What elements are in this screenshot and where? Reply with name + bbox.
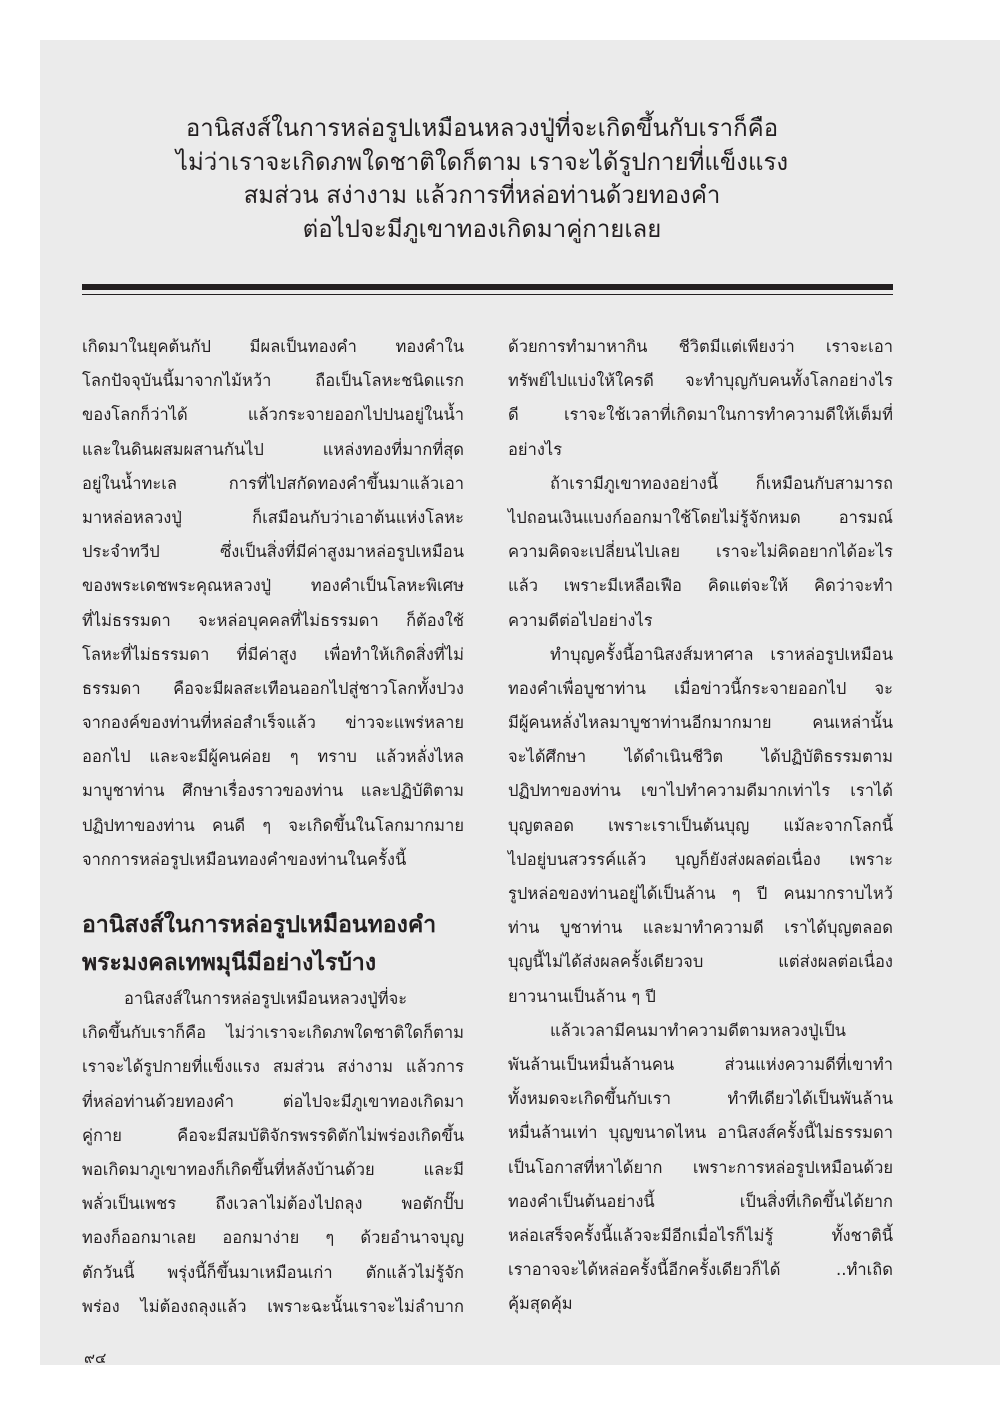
text-line: เราอาจจะได้หล่อครั้งนี้อีกครั้งเดียวก็ได้ ..ทำเถิด: [508, 1260, 893, 1280]
text-line: ธรรมดา คือจะมีผลสะเทือนออกไปสู่ชาวโลกทั้งปวง: [82, 678, 464, 698]
pull-quote-line: สมส่วน สง่างาม แล้วการที่หล่อท่านด้วยทองคำ: [243, 181, 721, 209]
left-column-after-heading: [82, 982, 464, 1324]
text-line: จากการหล่อรูปเหมือนทองคำของท่านในครั้งนี้: [82, 849, 407, 869]
text-line: เราจะได้รูปกายที่แข็งแรง สมส่วน สง่างาม แล้วการ: [82, 1057, 464, 1077]
right-column: [508, 330, 893, 1321]
text-line: อานิสงส์ในการหล่อรูปเหมือนหลวงปู่ที่จะ: [124, 989, 408, 1008]
text-line: ทรัพย์ไปแบ่งให้ใครดี จะทำบุญกับคนทั้งโลกอย่างไร: [508, 371, 893, 391]
section-heading-line: พระมงคลเทพมุนีมีอย่างไรบ้าง: [82, 950, 377, 976]
text-line: เกิดขึ้นกับเราก็คือ ไม่ว่าเราจะเกิดภพใดชาติใดก็ตาม: [82, 1023, 464, 1043]
text-line: พลั่วเป็นเพชร ถึงเวลาไม่ต้องไปถลุง พอตักปั๊บ: [82, 1194, 464, 1214]
text-line: ทองก็ออกมาเลย ออกมาง่าย ๆ ด้วยอำนาจบุญ: [82, 1228, 464, 1248]
text-line: ดี เราจะใช้เวลาที่เกิดมาในการทำความดีให้เต็มที่: [508, 405, 893, 425]
text-line: หมื่นล้านเท่า บุญขนาดไหน อานิสงส์ครั้งนี้ไม่ธรรมดา: [508, 1123, 893, 1143]
text-line: อยู่ในน้ำทะเล การที่ไปสกัดทองคำขึ้นมาแล้วเอา: [82, 473, 464, 493]
text-line: จะได้ศึกษา ได้ดำเนินชีวิต ได้ปฏิบัติธรรมตาม: [508, 747, 893, 767]
text-line: เป็นโอกาสที่หาได้ยาก เพราะการหล่อรูปเหมือนด้วย: [508, 1157, 893, 1177]
page-number: ๙๔: [84, 1349, 107, 1367]
text-line: ตักวันนี้ พรุ่งนี้ก็ขึ้นมาเหมือนเก่า ตักแล้วไม่รู้จัก: [82, 1262, 464, 1282]
text-line: ปฏิปทาของท่าน เขาไปทำความดีมากเท่าไร เราได้: [508, 781, 893, 801]
text-line: ด้วยการทำมาหากิน ชีวิตมีแต่เพียงว่า เราจะเอา: [508, 337, 893, 356]
text-line: โลหะที่ไม่ธรรมดา ที่มีค่าสูง เพื่อทำให้เกิดสิ่งที่ไม่: [82, 644, 464, 664]
text-line: พร่อง ไม่ต้องถลุงแล้ว เพราะฉะนั้นเราจะไม่ลำบาก: [82, 1296, 464, 1316]
left-column: [82, 330, 464, 877]
divider-thin: [82, 294, 893, 295]
text-line: ที่หล่อท่านด้วยทองคำ ต่อไปจะมีภูเขาทองเกิดมา: [82, 1091, 464, 1111]
text-line: มาหล่อหลวงปู่ ก็เสมือนกับว่าเอาต้นแห่งโลหะ: [82, 507, 464, 527]
pull-quote-line: ไม่ว่าเราจะเกิดภพใดชาติใดก็ตาม เราจะได้รูปกายที่แข็งแรง: [175, 147, 789, 176]
text-line: บุญนี้ไม่ได้ส่งผลครั้งเดียวจบ แต่ส่งผลต่อเนื่อง: [508, 952, 893, 972]
text-line: ทองคำเป็นต้นอย่างนี้ เป็นสิ่งที่เกิดขึ้นได้ยาก: [508, 1191, 893, 1211]
text-line: ไปถอนเงินแบงก์ออกมาใช้โดยไม่รู้จักหมด อารมณ์: [508, 507, 893, 527]
text-line: ถ้าเรามีภูเขาทองอย่างนี้ ก็เหมือนกับสามารถ: [550, 473, 893, 493]
pull-quote-line: อานิสงส์ในการหล่อรูปเหมือนหลวงปู่ที่จะเกิดขึ้นกับเราก็คือ: [185, 114, 779, 142]
text-line: ออกไป และจะมีผู้คนค่อย ๆ ทราบ แล้วหลั่งไหล: [82, 747, 464, 767]
pull-quote: [82, 112, 882, 246]
text-line: ยาวนานเป็นล้าน ๆ ปี: [508, 986, 656, 1006]
text-line: คุ้มสุดคุ้ม: [508, 1294, 573, 1314]
text-line: จากองค์ของท่านที่หล่อสำเร็จแล้ว ข่าวจะแพร่หลาย: [82, 713, 464, 733]
divider-thick: [82, 284, 893, 290]
text-line: ที่ไม่ธรรมดา จะหล่อบุคคลที่ไม่ธรรมดา ก็ต้องใช้: [82, 610, 464, 630]
text-line: บุญตลอด เพราะเราเป็นต้นบุญ แม้ละจากโลกนี้: [508, 815, 893, 835]
text-line: ความคิดจะเปลี่ยนไปเลย เราจะไม่คิดอยากได้อะไร: [508, 542, 893, 562]
text-line: ท่าน บูชาท่าน และมาทำความดี เราได้บุญตลอด: [508, 918, 893, 938]
text-line: แล้วเวลามีคนมาทำความดีตามหลวงปู่เป็น: [550, 1020, 846, 1040]
text-line: ปฏิปทาของท่าน คนดี ๆ จะเกิดขึ้นในโลกมากมาย: [82, 815, 464, 835]
text-line: พันล้านเป็นหมื่นล้านคน ส่วนแห่งความดีที่เขาทำ: [508, 1054, 893, 1074]
text-line: รูปหล่อของท่านอยู่ได้เป็นล้าน ๆ ปี คนมากราบไหว้: [508, 884, 893, 903]
pull-quote-line: ต่อไปจะมีภูเขาทองเกิดมาคู่กายเลย: [302, 214, 662, 243]
text-line: เกิดมาในยุคต้นกัป มีผลเป็นทองคำ ทองคำใน: [82, 337, 464, 356]
text-line: ของโลกก็ว่าได้ แล้วกระจายออกไปปนอยู่ในน้ำ: [82, 405, 464, 425]
text-line: หล่อเสร็จครั้งนี้แล้วจะมีอีกเมื่อไรก็ไม่รู้ ทั้งชาตินี้: [508, 1225, 893, 1245]
text-line: ทองคำเพื่อบูชาท่าน เมื่อข่าวนี้กระจายออกไป จะ: [508, 678, 893, 698]
text-line: พอเกิดมาภูเขาทองก็เกิดขึ้นที่หลังบ้านด้วย และมี: [82, 1159, 464, 1179]
text-line: ของพระเดชพระคุณหลวงปู่ ทองคำเป็นโลหะพิเศษ: [82, 576, 464, 596]
text-line: มีผู้คนหลั่งไหลมาบูชาท่านอีกมากมาย คนเหล่านั้น: [508, 713, 893, 733]
section-heading-line: อานิสงส์ในการหล่อรูปเหมือนทองคำ: [82, 912, 437, 938]
text-line: ทั้งหมดจะเกิดขึ้นกับเรา ทำทีเดียวได้เป็นพันล้าน: [508, 1089, 893, 1109]
text-line: โลกปัจจุบันนี้มาจากไม้หว้า ถือเป็นโลหะชนิดแรก: [82, 371, 464, 391]
text-line: ทำบุญครั้งนี้อานิสงส์มหาศาล เราหล่อรูปเหมือน: [550, 644, 893, 664]
text-line: มาบูชาท่าน ศึกษาเรื่องราวของท่าน และปฏิบัติตาม: [82, 781, 464, 801]
text-line: อย่างไร: [508, 439, 563, 459]
text-line: ประจำทวีป ซึ่งเป็นสิ่งที่มีค่าสูงมาหล่อรูปเหมือน: [82, 542, 464, 562]
text-line: และในดินผสมผสานกันไป แหล่งทองที่มากที่สุด: [82, 439, 464, 459]
text-line: แล้ว เพราะมีเหลือเฟือ คิดแต่จะให้ คิดว่าจะทำ: [508, 576, 893, 596]
text-line: ไปอยู่บนสวรรค์แล้ว บุญก็ยังส่งผลต่อเนื่อง เพราะ: [508, 849, 893, 869]
section-heading: [82, 906, 482, 982]
text-line: ความดีต่อไปอย่างไร: [508, 610, 653, 630]
text-line: คู่กาย คือจะมีสมบัติจักรพรรดิตักไม่พร่องเกิดขึ้น: [82, 1125, 464, 1145]
